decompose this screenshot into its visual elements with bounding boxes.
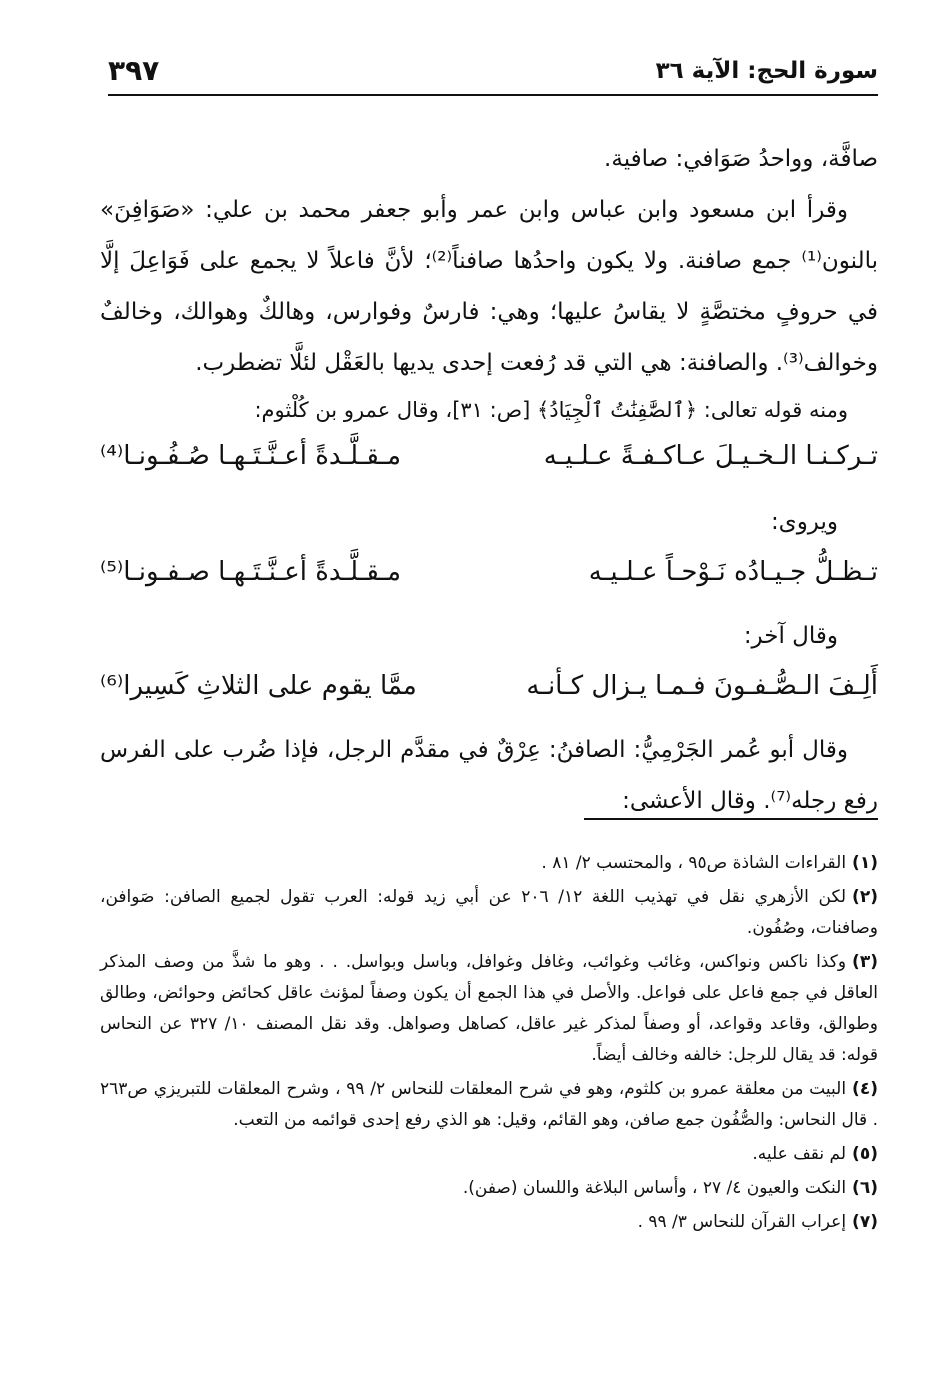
main-text — [100, 134, 878, 827]
header-rule — [108, 94, 878, 96]
footnote-1-text: القراءات الشاذة ص٩٥ ، والمحتسب ٢/ ٨١ . — [541, 853, 847, 873]
footnote-7-number: (٧) — [852, 1212, 878, 1232]
verse-1 — [100, 431, 878, 489]
paragraph-quran-citation: ومنه قوله تعالى: ﴿ٱلصَّٰفِنَٰتُ ٱلْجِيَادُ﴾ [ص: ٣١]، وقال عمرو بن كُلْثوم: — [254, 398, 848, 422]
verse-3-first-hemistich: أَلِـفَ الـصُّـفـونَ فـمـا يـزال كـأنـه — [526, 671, 878, 701]
footnotes — [100, 848, 878, 1241]
footnote-5-number: (٥) — [852, 1144, 878, 1164]
paragraph-readings: وقرأ ابن مسعود وابن عباس وابن عمر وأبو جعفر محمد بن علي: «صَوَافِنَ» بالنون⁽¹⁾ جمع صافنة. ولا يكون واحدُها صافناً⁽²⁾؛ لأنَّ فاعلاً لا يجمع على فَوَاعِلَ إلَّا في حروفٍ مختصَّةٍ لا يقاسُ عليها؛ وهي: فارسٌ وفوارس، وهالكٌ وهوالك، وخالفٌ وخوالف⁽³⁾. والصافنة: هي التي قد رُفعت إحدى يديها بالعَقْل لئلَّا تضطرب. — [100, 197, 878, 376]
footnote-2 — [100, 882, 878, 944]
label-yurwa: ويروى: — [770, 509, 838, 535]
footnote-1-number: (١) — [852, 853, 878, 873]
footnote-3-number: (٣) — [852, 952, 878, 972]
footnote-5 — [100, 1139, 878, 1170]
page-header — [108, 48, 878, 96]
verse-2 — [100, 547, 878, 605]
footnote-5-text: لم نقف عليه. — [752, 1144, 847, 1164]
footnote-4-text: البيت من معلقة عمرو بن كلثوم، وهو في شرح المعلقات للنحاس ٢/ ٩٩ ، وشرح المعلقات للتبريزي ص٢٦٣ . قال النحاس: والصُّفُون جمع صافن، وهو القائم، وقيل: هو الذي رفع إحدى قوائمه من التعب. — [100, 1079, 878, 1130]
verse-2-second-hemistich: مـقـلَّـدةً أعـنَّـتَـهـا صـفـونـا⁽⁵⁾ — [100, 557, 402, 587]
verse-1-second-hemistich: مـقـلَّـدةً أعـنَّـتَـهـا صُـفُـونـا⁽⁴⁾ — [100, 441, 402, 471]
running-title: سورة الحج: الآية ٣٦ — [655, 58, 878, 84]
page-number: ٣٩٧ — [108, 54, 160, 87]
footnote-2-number: (٢) — [852, 887, 878, 907]
verse-1-first-hemistich: تـركـنـا الـخـيـلَ عـاكـفـةً عـلـيـه — [543, 441, 878, 471]
verse-3 — [100, 661, 878, 719]
paragraph-jarmi: وقال أبو عُمر الجَرْمِيُّ: الصافنُ: عِرْقٌ في مقدَّم الرجل، فإذا ضُرب على الفرس رفع رجله⁽⁷⁾. وقال الأعشى: — [100, 737, 878, 814]
footnote-6-text: النكت والعيون ٤/ ٢٧ ، وأساس البلاغة واللسان (صفن). — [462, 1178, 847, 1198]
text-line-1: صافَّة، وواحدُ صَوَافي: صافية. — [604, 146, 878, 172]
footnote-1 — [100, 848, 878, 879]
footnote-3 — [100, 947, 878, 1071]
verse-2-first-hemistich: تـظـلُّ جـيـادُه نَـوْحـاً عـلـيـه — [588, 557, 878, 587]
footnote-7-text: إعراب القرآن للنحاس ٣/ ٩٩ . — [637, 1212, 847, 1232]
label-akhar: وقال آخر: — [743, 623, 838, 649]
footnote-2-text: لكن الأزهري نقل في تهذيب اللغة ١٢/ ٢٠٦ عن أبي زيد قوله: العرب تقول لجميع الصافن: صَوافن، وصافنات، وصُفُون. — [100, 887, 878, 938]
footnote-6 — [100, 1173, 878, 1204]
footnote-6-number: (٦) — [852, 1178, 878, 1198]
footnote-rule — [584, 818, 878, 820]
verse-3-second-hemistich: ممَّا يقوم على الثلاثِ كَسِيرا⁽⁶⁾ — [100, 671, 417, 701]
footnote-4-number: (٤) — [852, 1079, 878, 1099]
footnote-4 — [100, 1074, 878, 1136]
footnote-7 — [100, 1207, 878, 1238]
footnote-3-text: وكذا ناكس ونواكس، وغائب وغوائب، وغافل وغوافل، وباسل وبواسل. . . وهو ما شذَّ من وصف المذكر العاقل في جمع فاعل على فواعل. والأصل في هذا الجمع أن يكون وصفاً لمؤنث عاقل كحائض وحوائض، وطالق وطوالق، وقاعد وقواعد، أو وصفاً لمذكر غير عاقل، كصاهل وصواهل. وقد نقل المصنف ١٠/ ٣٢٧ عن النحاس قوله: قد يقال للرجل: خالفه وخالف أيضاً. — [100, 952, 878, 1065]
